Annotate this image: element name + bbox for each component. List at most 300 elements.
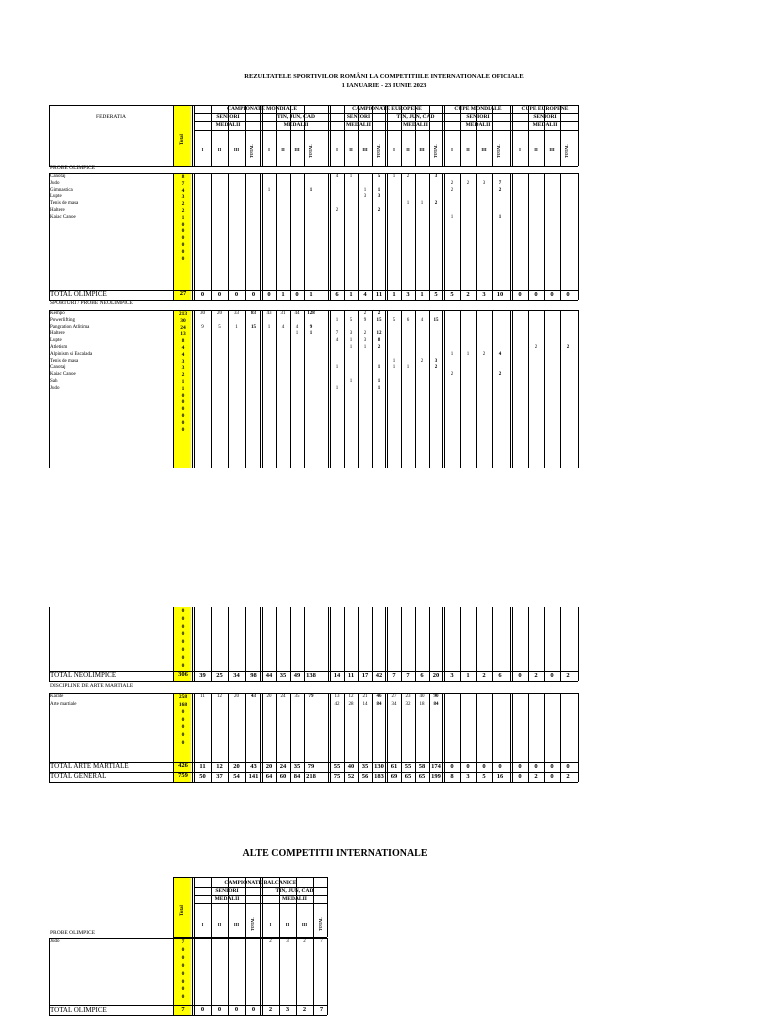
- total-general-value: 5: [482, 773, 486, 780]
- federation-total: 0: [181, 608, 185, 614]
- grid-line: [245, 173, 246, 290]
- grid-line: [192, 310, 193, 468]
- grid-line: [228, 693, 229, 762]
- medal-count: 32: [405, 701, 411, 707]
- medal-count: 2: [303, 939, 306, 944]
- total-general-value: 69: [390, 773, 398, 780]
- total-olimpice-value: 4: [363, 291, 367, 298]
- grid-line: [578, 105, 579, 166]
- total-olimpice-value: 2: [466, 291, 470, 298]
- total-olimpice-value: 0: [234, 291, 239, 298]
- grid-line: [276, 173, 277, 290]
- medal-count: 3: [363, 338, 367, 344]
- medal-count: 1: [335, 365, 339, 371]
- total-olimpice-value: 3: [482, 291, 486, 298]
- medal-count: 4: [281, 324, 285, 330]
- total-olimpice-value: 0: [566, 291, 570, 298]
- federation-total: 0: [181, 426, 185, 433]
- medal-col-label: III: [301, 922, 308, 927]
- grid-line: [560, 310, 561, 468]
- medal-count: 14: [362, 701, 368, 707]
- medal-count: 42: [334, 701, 340, 707]
- grid-line: [415, 607, 416, 671]
- medal-count: 15: [376, 317, 382, 323]
- medal-count: 1: [335, 385, 339, 391]
- subgroup-tjc: TIN, JUN, CAD: [275, 888, 314, 894]
- grid-line: [330, 607, 331, 671]
- total-olimpice-total: 7: [181, 1006, 185, 1013]
- section-label: SPORTURI / PROBE NEOLIMPICE: [50, 300, 133, 306]
- grid-line: [194, 877, 195, 937]
- medal-count: 2: [450, 180, 454, 186]
- medal-count: 1: [466, 351, 470, 357]
- medal-count: 12: [217, 694, 222, 699]
- medal-count: 2: [377, 311, 381, 316]
- grid-line: [328, 290, 329, 300]
- federation-total: 24: [180, 324, 186, 331]
- grid-line: [49, 681, 578, 682]
- grid-line: [415, 173, 416, 290]
- grid-line: [476, 693, 477, 762]
- medal-count: 2: [498, 372, 502, 378]
- total-neolimpice-value: 44: [265, 672, 273, 679]
- grid-line: [194, 173, 195, 290]
- federation-total: 213: [178, 311, 188, 317]
- grid-line: [211, 938, 212, 1005]
- medal-total-label: TOTAL: [376, 144, 381, 158]
- medal-count: 1: [392, 174, 396, 179]
- total-general-value: 16: [496, 773, 504, 780]
- total-olimpice-value: 0: [217, 1006, 222, 1013]
- medal-count: 1: [309, 331, 313, 337]
- medal-count: 1: [420, 201, 424, 207]
- federation-name: Karate: [50, 694, 64, 699]
- medal-count: 90: [433, 694, 439, 699]
- medal-count: 27: [391, 694, 397, 699]
- grid-line: [510, 772, 511, 782]
- federation-total: 0: [181, 994, 185, 1001]
- grid-line: [245, 310, 246, 468]
- grid-line: [578, 290, 579, 300]
- total-arte-value: 0: [498, 763, 502, 770]
- federation-total: 0: [181, 986, 185, 993]
- grid-line: [313, 938, 314, 1005]
- federation-total: 8: [181, 338, 185, 345]
- federation-total: 2: [181, 201, 185, 208]
- total-arte-value: 55: [333, 763, 341, 770]
- grid-line: [528, 310, 529, 468]
- grid-line: [344, 607, 345, 671]
- grid-line: [262, 693, 263, 762]
- grid-line: [444, 607, 445, 671]
- total-neolimpice-value: 2: [534, 672, 538, 679]
- medal-count: 1: [267, 187, 271, 193]
- medal-count: 1: [335, 317, 339, 323]
- medal-count: 1: [377, 187, 381, 193]
- medal-count: 6: [406, 317, 410, 323]
- federation-total: 2: [181, 208, 185, 214]
- medal-count: 15: [433, 317, 439, 323]
- grid-line: [460, 693, 461, 762]
- grid-line: [328, 173, 329, 290]
- total-arte-value: 24: [279, 763, 287, 770]
- medal-col-label: III: [233, 922, 240, 927]
- grid-line: [444, 310, 445, 468]
- total-neolimpice-value: 20: [432, 672, 440, 679]
- grid-line: [401, 310, 402, 468]
- total-general-value: 54: [233, 773, 240, 780]
- federation-total: 0: [181, 724, 185, 731]
- total-arte-value: 55: [404, 763, 412, 770]
- federation-total: 0: [181, 235, 185, 242]
- medal-total-label: TOTAL: [308, 144, 313, 158]
- federation-total: 0: [181, 962, 185, 969]
- grid-line: [442, 607, 443, 671]
- total-neolimpice-value: 2: [482, 672, 486, 679]
- total-neolimpice-value: 7: [392, 672, 396, 679]
- medal-col-label: III: [549, 147, 555, 152]
- subgroup-tjc: TIN, JUN, CAD: [396, 114, 435, 120]
- grid-line: [192, 1005, 193, 1015]
- federation-total: 3: [181, 194, 185, 201]
- total-neolimpice-value: 7: [406, 672, 410, 679]
- total-general-value: 141: [248, 773, 259, 780]
- medal-count: 2: [335, 208, 339, 213]
- medal-col-label: I: [451, 147, 453, 152]
- federation-name: Sah: [50, 379, 58, 384]
- medal-count: 3: [363, 194, 367, 200]
- total-neolimpice-label: TOTAL NEOLIMPICE: [50, 671, 117, 679]
- medal-count: 79: [308, 694, 314, 699]
- federation-total: 0: [181, 639, 185, 646]
- federation-total: 0: [181, 221, 185, 228]
- grid-line: [262, 607, 263, 671]
- federation-name: Judo: [50, 385, 60, 391]
- medal-count: 43: [266, 311, 272, 316]
- medal-count: 12: [376, 331, 382, 337]
- total-olimpice-value: 0: [234, 1006, 239, 1013]
- medal-count: 1: [363, 187, 367, 193]
- medal-col-label: II: [534, 147, 538, 152]
- total-general-value: 52: [347, 773, 355, 780]
- total-olimpice-value: 0: [267, 291, 271, 298]
- grid-line: [260, 607, 261, 671]
- total-olimpice-value: 0: [550, 291, 554, 298]
- total-arte-value: 20: [233, 763, 240, 770]
- grid-line: [510, 310, 511, 468]
- federation-name: Kempo: [50, 311, 65, 316]
- medal-count: 1: [309, 187, 313, 193]
- medal-col-label: III: [294, 147, 300, 152]
- grid-line: [49, 782, 578, 783]
- medal-col-label: I: [336, 147, 338, 152]
- medal-count: 40: [419, 694, 425, 699]
- total-olimpice-value: 0: [534, 291, 538, 298]
- federation-name: Powerlifting: [50, 317, 75, 323]
- total-neolimpice-value: 49: [293, 672, 301, 679]
- total-general-value: 8: [450, 773, 454, 780]
- medalii-label: MEDALII: [283, 122, 309, 128]
- medal-count: 83: [251, 311, 256, 316]
- grid-line: [460, 310, 461, 468]
- grid-line: [228, 938, 229, 1005]
- total-olimpice-value: 3: [285, 1006, 290, 1013]
- medal-count: 20: [234, 694, 239, 699]
- grid-line: [358, 607, 359, 671]
- grid-line: [387, 310, 388, 468]
- total-general-value: 0: [518, 773, 522, 780]
- grid-line: [290, 173, 291, 290]
- grid-line: [460, 607, 461, 671]
- total-olimpice-value: 6: [335, 291, 339, 298]
- subgroup-tjc: TIN, JUN, CAD: [277, 114, 315, 120]
- total-neolimpice-value: 2: [566, 672, 570, 679]
- medal-total-label: TOTAL: [318, 917, 323, 931]
- total-olimpice-value: 3: [406, 291, 410, 298]
- grid-line: [328, 762, 329, 772]
- total-general-value: 60: [279, 773, 287, 780]
- federation-total: 0: [181, 946, 185, 953]
- medalii-label: MEDALII: [465, 122, 491, 128]
- federation-name: Pangration Atlitima: [50, 324, 90, 330]
- medal-col-label: I: [393, 147, 395, 152]
- medal-count: 1: [267, 324, 271, 330]
- total-neolimpice-value: 6: [498, 672, 502, 679]
- grid-line: [296, 938, 297, 1005]
- medal-count: 46: [376, 694, 382, 699]
- federation-name: Haltere: [50, 208, 65, 213]
- grid-line: [260, 693, 261, 762]
- grid-line: [510, 173, 511, 290]
- federation-name: Canotaj: [50, 174, 66, 179]
- medal-count: 30: [200, 311, 205, 316]
- medal-count: 1: [377, 385, 381, 391]
- medal-count: 2: [450, 372, 454, 378]
- total-general-value: 3: [466, 773, 470, 780]
- grid-line: [245, 877, 246, 937]
- subgroup-seniori: SENIORI: [466, 114, 490, 120]
- grid-line: [192, 671, 193, 681]
- total-general-label: TOTAL GENERAL: [50, 772, 107, 780]
- federation-name: Gimnastica: [50, 187, 73, 193]
- total-general-total: 759: [178, 772, 188, 779]
- medal-count: 35: [294, 694, 300, 699]
- grid-line: [442, 310, 443, 468]
- federation-name: Tenis de masa: [50, 358, 79, 364]
- grid-line: [245, 607, 246, 671]
- grid-line: [401, 607, 402, 671]
- medal-count: 7: [335, 331, 339, 337]
- grid-line: [385, 607, 386, 671]
- section-label: PROBE OLIMPICE: [50, 165, 96, 171]
- grid-line: [228, 607, 229, 671]
- grid-line: [228, 173, 229, 290]
- medal-count: 4: [498, 351, 502, 357]
- grid-line: [49, 938, 50, 1005]
- total-neolimpice-value: 0: [518, 672, 522, 679]
- grid-line: [578, 173, 579, 290]
- other-competitions-title: ALTE COMPETITII INTERNATIONALE: [242, 848, 428, 859]
- federation-name: Judo: [50, 939, 60, 944]
- medalii-label: MEDALII: [532, 122, 558, 128]
- medal-count: 12: [348, 694, 354, 699]
- grid-line: [328, 671, 329, 681]
- medal-count: 31: [280, 311, 286, 316]
- total-header-label: Total: [180, 134, 185, 145]
- grid-line: [194, 938, 195, 1005]
- medal-count: 1: [406, 201, 410, 207]
- grid-line: [528, 173, 529, 290]
- federation-total: 0: [181, 647, 185, 653]
- medal-total-label: TOTAL: [564, 144, 569, 158]
- total-olimpice-value: 0: [251, 291, 256, 298]
- total-olimpice-value: 5: [450, 291, 454, 298]
- medal-count: 1: [349, 174, 353, 179]
- grid-line: [560, 693, 561, 762]
- medal-count: 11: [200, 694, 205, 699]
- total-olimpice-value: 1: [420, 291, 424, 298]
- medal-col-label: II: [217, 147, 222, 152]
- grid-line: [544, 693, 545, 762]
- medal-count: 1: [392, 358, 396, 364]
- medal-count: 4: [420, 317, 424, 323]
- grid-line: [578, 310, 579, 468]
- medal-count: 28: [348, 701, 354, 707]
- total-olimpice-total: 27: [179, 290, 187, 297]
- medal-col-label: II: [217, 922, 222, 927]
- total-neolimpice-value: 14: [333, 672, 341, 679]
- grid-line: [211, 173, 212, 290]
- medal-col-label: III: [419, 147, 425, 152]
- federation-total: 258: [178, 694, 188, 700]
- total-general-value: 199: [431, 773, 441, 780]
- grid-line: [327, 938, 328, 1005]
- federation-name: Tenis de masa: [50, 201, 79, 207]
- grid-line: [492, 607, 493, 671]
- federation-name: Kaiac Canoe: [50, 214, 76, 220]
- grid-line: [578, 607, 579, 671]
- group-title-cupm: CUPE MONDIALE: [454, 106, 502, 112]
- medal-count: 9: [363, 317, 367, 323]
- federation-total: 0: [181, 255, 185, 262]
- medal-count: 1: [349, 338, 353, 344]
- federation-total: 8: [181, 174, 185, 180]
- grid-line: [211, 693, 212, 762]
- total-arte-value: 0: [534, 763, 538, 770]
- medal-count: 2: [466, 180, 470, 186]
- total-general-value: 65: [404, 773, 412, 780]
- grid-line: [578, 671, 579, 681]
- total-arte-value: 12: [216, 763, 223, 770]
- grid-line: [211, 607, 212, 671]
- total-olimpice-value: 11: [375, 291, 383, 298]
- total-olimpice-value: 10: [496, 291, 504, 298]
- total-olimpice-value: 1: [281, 291, 285, 298]
- medal-count: 33: [234, 311, 239, 316]
- federation-name: Kaiac Canoe: [50, 372, 76, 378]
- total-arte-value: 0: [566, 763, 570, 770]
- grid-line: [510, 762, 511, 772]
- medal-count: 4: [335, 338, 339, 344]
- grid-line: [578, 693, 579, 762]
- medal-count: 3: [434, 358, 438, 364]
- grid-line: [330, 173, 331, 290]
- medal-col-label: I: [201, 147, 204, 152]
- grid-line: [387, 607, 388, 671]
- medal-count: 5: [218, 324, 221, 330]
- total-general-value: 2: [534, 773, 538, 780]
- total-olimpice-value: 0: [200, 291, 205, 298]
- grid-line: [228, 310, 229, 468]
- grid-line: [194, 310, 195, 468]
- grid-line: [460, 173, 461, 290]
- medal-count: 1: [392, 365, 396, 371]
- medalii-label: MEDALII: [346, 122, 371, 128]
- medal-count: 1: [349, 379, 353, 384]
- grid-line: [192, 105, 193, 166]
- medal-count: 43: [251, 694, 256, 699]
- total-general-value: 84: [293, 773, 301, 780]
- total-arte-value: 0: [550, 763, 554, 770]
- medal-count: 21: [362, 694, 368, 699]
- federatia-header: FEDERATIA: [96, 114, 126, 120]
- medal-total-label: TOTAL: [250, 917, 255, 931]
- grid-line: [492, 693, 493, 762]
- grid-line: [290, 693, 291, 762]
- grid-line: [528, 607, 529, 671]
- grid-line: [560, 173, 561, 290]
- medal-count: 1: [363, 345, 367, 350]
- total-olimpice-value: 0: [518, 291, 522, 298]
- medal-count: 84: [376, 701, 382, 707]
- medal-count: 20: [266, 694, 272, 699]
- total-olimpice-value: 0: [217, 291, 222, 298]
- grid-line: [544, 310, 545, 468]
- federation-total: 7: [181, 180, 185, 187]
- federation-total: 0: [181, 623, 185, 630]
- federation-total: 0: [181, 662, 185, 669]
- medal-col-label: I: [201, 922, 204, 927]
- total-arte-value: 58: [418, 763, 426, 770]
- total-olimpice-value: 2: [268, 1006, 273, 1013]
- total-olimpice-value: 0: [200, 1006, 205, 1013]
- medal-count: 5: [392, 317, 396, 323]
- federation-total: 0: [181, 739, 185, 746]
- medal-count: 1: [377, 365, 381, 371]
- medal-count: 20: [217, 311, 222, 316]
- total-neolimpice-value: 0: [550, 672, 554, 679]
- federation-total: 0: [181, 954, 185, 961]
- grid-line: [578, 762, 579, 772]
- grid-line: [228, 877, 229, 937]
- medal-count: 8: [377, 338, 381, 344]
- grid-line: [442, 173, 443, 290]
- federation-total: 0: [181, 615, 185, 622]
- grid-line: [429, 173, 430, 290]
- grid-line: [260, 877, 261, 937]
- federation-total: 0: [181, 732, 185, 738]
- total-arte-value: 40: [347, 763, 355, 770]
- medal-count: 4: [335, 174, 339, 179]
- grid-line: [328, 772, 329, 782]
- medal-count: 2: [269, 939, 272, 944]
- total-header-label: Total: [180, 905, 185, 916]
- total-olimpice-value: 0: [295, 291, 299, 298]
- total-olimpice-value: 0: [251, 1006, 256, 1013]
- total-general-value: 2: [566, 773, 570, 780]
- medal-count: 2: [434, 201, 438, 207]
- total-arte-total: 426: [178, 762, 188, 769]
